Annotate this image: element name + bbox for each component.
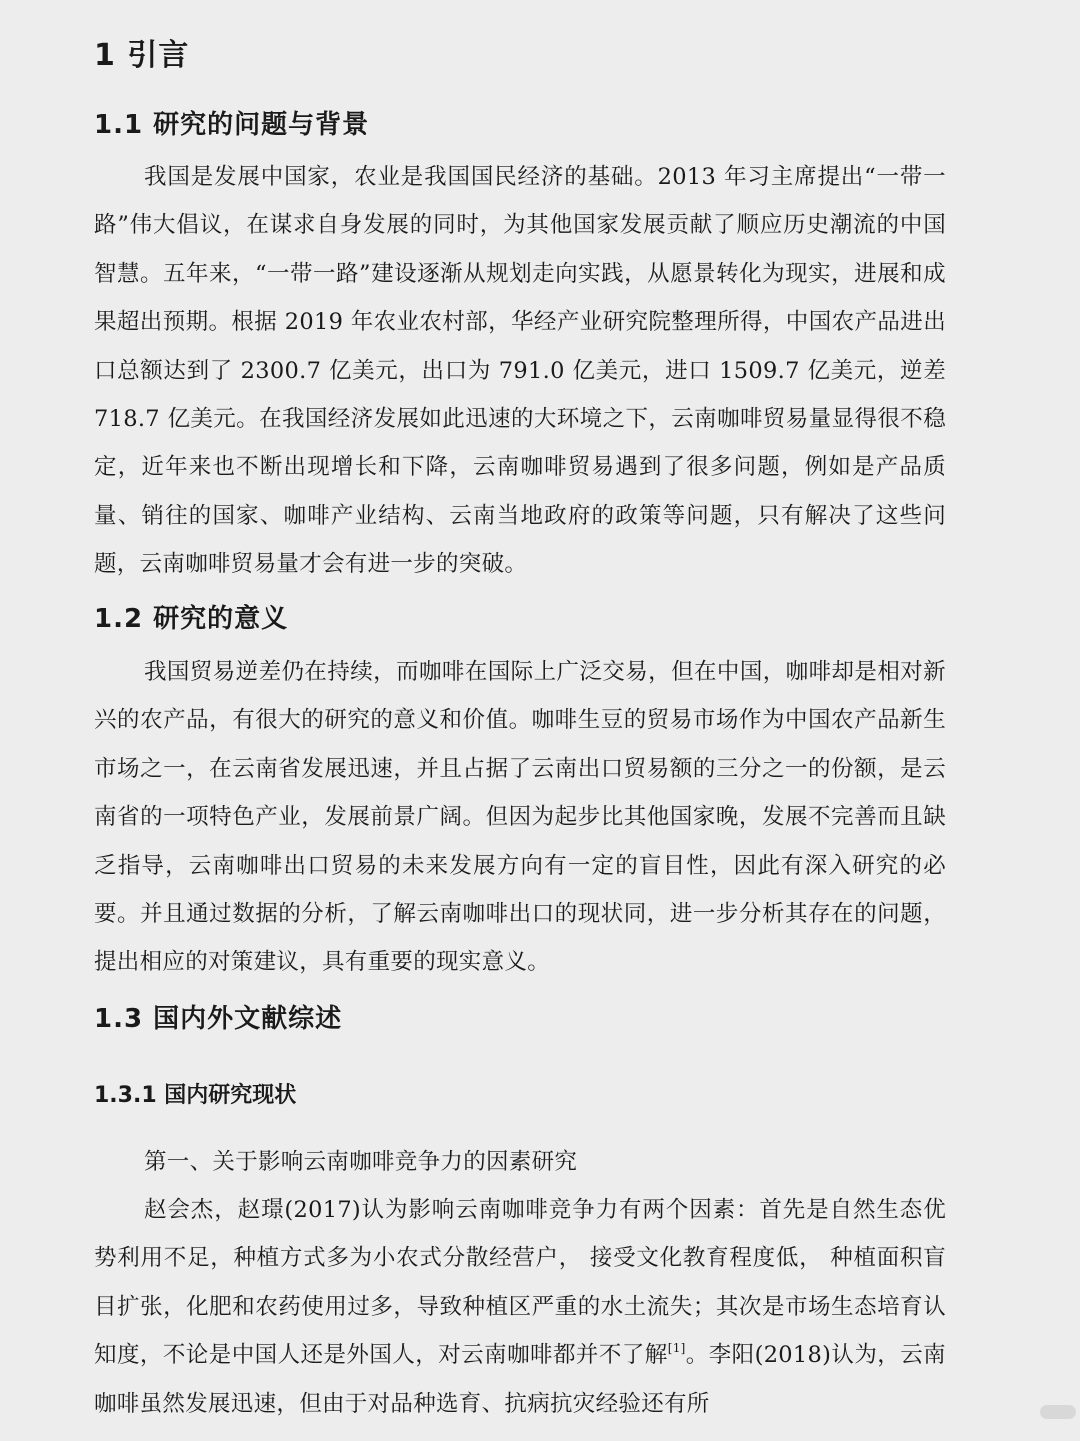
paragraph-background: 我国是发展中国家，农业是我国国民经济的基础。2013 年习主席提出“一带一路”伟大倡议，在谋求自身发展的同时，为其他国家发展贡献了顺应历史潮流的中国智慧。五年来，“一带一路”建设逐渐从规划走向实践，从愿景转化为现实，进展和成果超出预期。根据 2019 年农业农村部，华经产业研究院整理所得，中国农产品进出口总额达到了 2300.7 亿美元，出口为 791.0 亿美元，进口 1509.7 亿美元，逆差 718.7 亿美元。在我国经济发展如此迅速的大环境之下，云南咖啡贸易量显得很不稳定，近年来也不断出现增长和下降，云南咖啡贸易遇到了很多问题，例如是产品质量、销往的国家、咖啡产业结构、云南当地政府的政策等问题，只有解决了这些问题，云南咖啡贸易量才会有进一步的突破。 — [94, 164, 946, 578]
section-heading-1-1: 1.1 研究的问题与背景 — [94, 110, 370, 140]
watermark-shape — [1040, 1405, 1076, 1419]
subsection-heading-1-3-1: 1.3.1 国内研究现状 — [94, 1083, 297, 1108]
paragraph-significance: 我国贸易逆差仍在持续，而咖啡在国际上广泛交易，但在中国，咖啡却是相对新兴的农产品，有很大的研究的意义和价值。咖啡生豆的贸易市场作为中国农产品新生市场之一，在云南省发展迅速，并且占据了云南出口贸易额的三分之一的份额，是云南省的一项特色产业，发展前景广阔。但因为起步比其他国家晚，发展不完善而且缺乏指导，云南咖啡出口贸易的未来发展方向有一定的盲目性，因此有深入研究的必要。并且通过数据的分析，了解云南咖啡出口的现状同，进一步分析其存在的问题，提出相应的对策建议，具有重要的现实意义。 — [94, 659, 946, 976]
section-heading-1-3: 1.3 国内外文献综述 — [94, 1004, 343, 1034]
chapter-heading: 1 引言 — [94, 38, 190, 73]
paragraph-first-topic: 第一、关于影响云南咖啡竞争力的因素研究 — [144, 1149, 578, 1175]
section-heading-1-2: 1.2 研究的意义 — [94, 604, 289, 634]
literature-text-part1: 赵会杰，赵璟(2017)认为影响云南咖啡竞争力有两个因素：首先是自然生态优势利用不足，种植方式多为小农式分散经营户， 接受文化教育程度低， 种植面积盲目扩张，化肥和农药使用过多，导致种植区严重的水土流失；其次是市场生态培育认知度，不论是中国人还是外国人，对云南咖啡都并不了解 — [94, 1197, 946, 1369]
paragraph-literature — [94, 1186, 946, 1428]
citation-marker: [1] — [667, 1341, 686, 1356]
literature-text-part2: 。李阳(2018)认为，云南咖啡虽然发展迅速，但由于对品种选育、抗病抗灾经验还有所 — [94, 1342, 946, 1417]
